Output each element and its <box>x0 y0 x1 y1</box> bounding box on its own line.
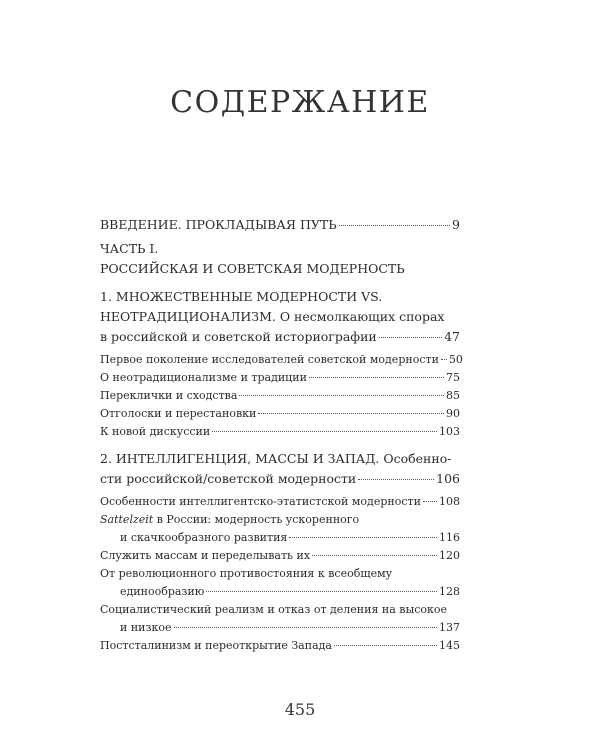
toc-section-label: единообразию <box>120 585 205 598</box>
toc-entry-page: 9 <box>452 217 460 232</box>
toc-section-page: 85 <box>446 389 460 402</box>
toc-section-page: 103 <box>439 425 460 438</box>
toc-section-page: 50 <box>448 353 463 366</box>
toc-section-page: 116 <box>439 531 460 544</box>
toc-section[interactable] <box>100 405 460 423</box>
dot-leader <box>423 501 437 502</box>
page-number: 455 <box>284 700 316 719</box>
toc-section[interactable] <box>100 493 460 511</box>
toc-part-heading <box>100 239 460 279</box>
chapter-title-line: в российской и советской историографии <box>100 329 377 344</box>
toc-section-last-line <box>100 583 460 601</box>
page-title: СОДЕРЖАНИЕ <box>170 85 430 120</box>
toc-section[interactable] <box>100 511 460 547</box>
toc-section-label-line: От революционного противостояния к всеобщему <box>100 567 393 580</box>
toc-section-label: и низкое <box>120 621 172 634</box>
toc-section-label: О неотрадиционализме и традиции <box>100 371 307 384</box>
toc-entry-label: ВВЕДЕНИЕ. ПРОКЛАДЫВАЯ ПУТЬ <box>100 217 337 232</box>
chapter-title-last-line <box>100 327 460 347</box>
chapter-title-last-line <box>100 469 460 489</box>
toc-section[interactable] <box>100 387 460 405</box>
italic-term: Sattelzeit <box>100 513 154 526</box>
toc-section-page: 75 <box>446 371 460 384</box>
toc-entry-intro[interactable] <box>100 215 460 235</box>
toc-section-label-line: Социалистический реализм и отказ от деления на высокое <box>100 603 448 616</box>
toc-section[interactable] <box>100 351 463 369</box>
toc-section[interactable] <box>100 637 460 655</box>
dot-leader <box>334 645 437 646</box>
dot-leader <box>312 555 437 556</box>
part-number: ЧАСТЬ I. <box>100 241 159 256</box>
chapter-2-sections <box>100 493 460 655</box>
toc-entry-page: 47 <box>444 329 460 344</box>
toc-section-page: 137 <box>439 621 460 634</box>
dot-leader <box>379 337 442 338</box>
toc-section-label: Особенности интеллигентско-этатистской модерности <box>100 495 421 508</box>
toc-section-label: Переклички и сходства <box>100 389 238 402</box>
toc-section-label: К новой дискуссии <box>100 425 211 438</box>
toc-chapter-2[interactable] <box>100 449 460 489</box>
dot-leader <box>206 591 437 592</box>
toc-section[interactable] <box>100 601 460 637</box>
dot-leader <box>174 627 438 628</box>
toc-section-page: 120 <box>439 549 460 562</box>
toc-section-page: 108 <box>439 495 460 508</box>
dot-leader <box>339 225 450 226</box>
toc-section[interactable] <box>100 423 460 441</box>
toc-section-page: 145 <box>439 639 460 652</box>
toc-section-last-line <box>100 619 460 637</box>
dot-leader <box>358 479 434 480</box>
dot-leader <box>441 359 447 360</box>
chapter-title-line: НЕОТРАДИЦИОНАЛИЗМ. О несмолкающих спорах <box>100 309 445 324</box>
toc-entry-page: 106 <box>436 471 460 486</box>
chapter-title-line: 2. ИНТЕЛЛИГЕНЦИЯ, МАССЫ И ЗАПАД. Особенно- <box>100 451 452 466</box>
toc-section-label-line <box>100 511 460 529</box>
dot-leader <box>212 431 437 432</box>
toc-section-page: 128 <box>439 585 460 598</box>
chapter-title-line: сти российской/советской модерности <box>100 471 357 486</box>
toc-section-page: 90 <box>446 407 460 420</box>
toc-section[interactable] <box>100 547 460 565</box>
toc-section[interactable] <box>100 565 460 601</box>
chapter-title-line: 1. МНОЖЕСТВЕННЫЕ МОДЕРНОСТИ VS. <box>100 289 383 304</box>
table-of-contents <box>100 215 463 655</box>
toc-section-label: Отголоски и перестановки <box>100 407 257 420</box>
toc-section-label: Постсталинизм и переоткрытие Запада <box>100 639 332 652</box>
toc-section[interactable] <box>100 369 460 387</box>
dot-leader <box>258 413 444 414</box>
chapter-1-sections <box>100 351 463 441</box>
toc-chapter-1[interactable] <box>100 287 460 347</box>
toc-section-label: Служить массам и переделывать их <box>100 549 311 562</box>
toc-section-label: и скачкообразного развития <box>120 531 288 544</box>
toc-section-last-line <box>100 529 460 547</box>
dot-leader <box>309 377 444 378</box>
dot-leader <box>289 537 437 538</box>
toc-section-label: Первое поколение исследователей советской модерности <box>100 353 439 366</box>
toc-section-label-text: в России: модерность ускоренного <box>153 513 360 526</box>
dot-leader <box>239 395 444 396</box>
part-title: РОССИЙСКАЯ И СОВЕТСКАЯ МОДЕРНОСТЬ <box>100 261 405 276</box>
